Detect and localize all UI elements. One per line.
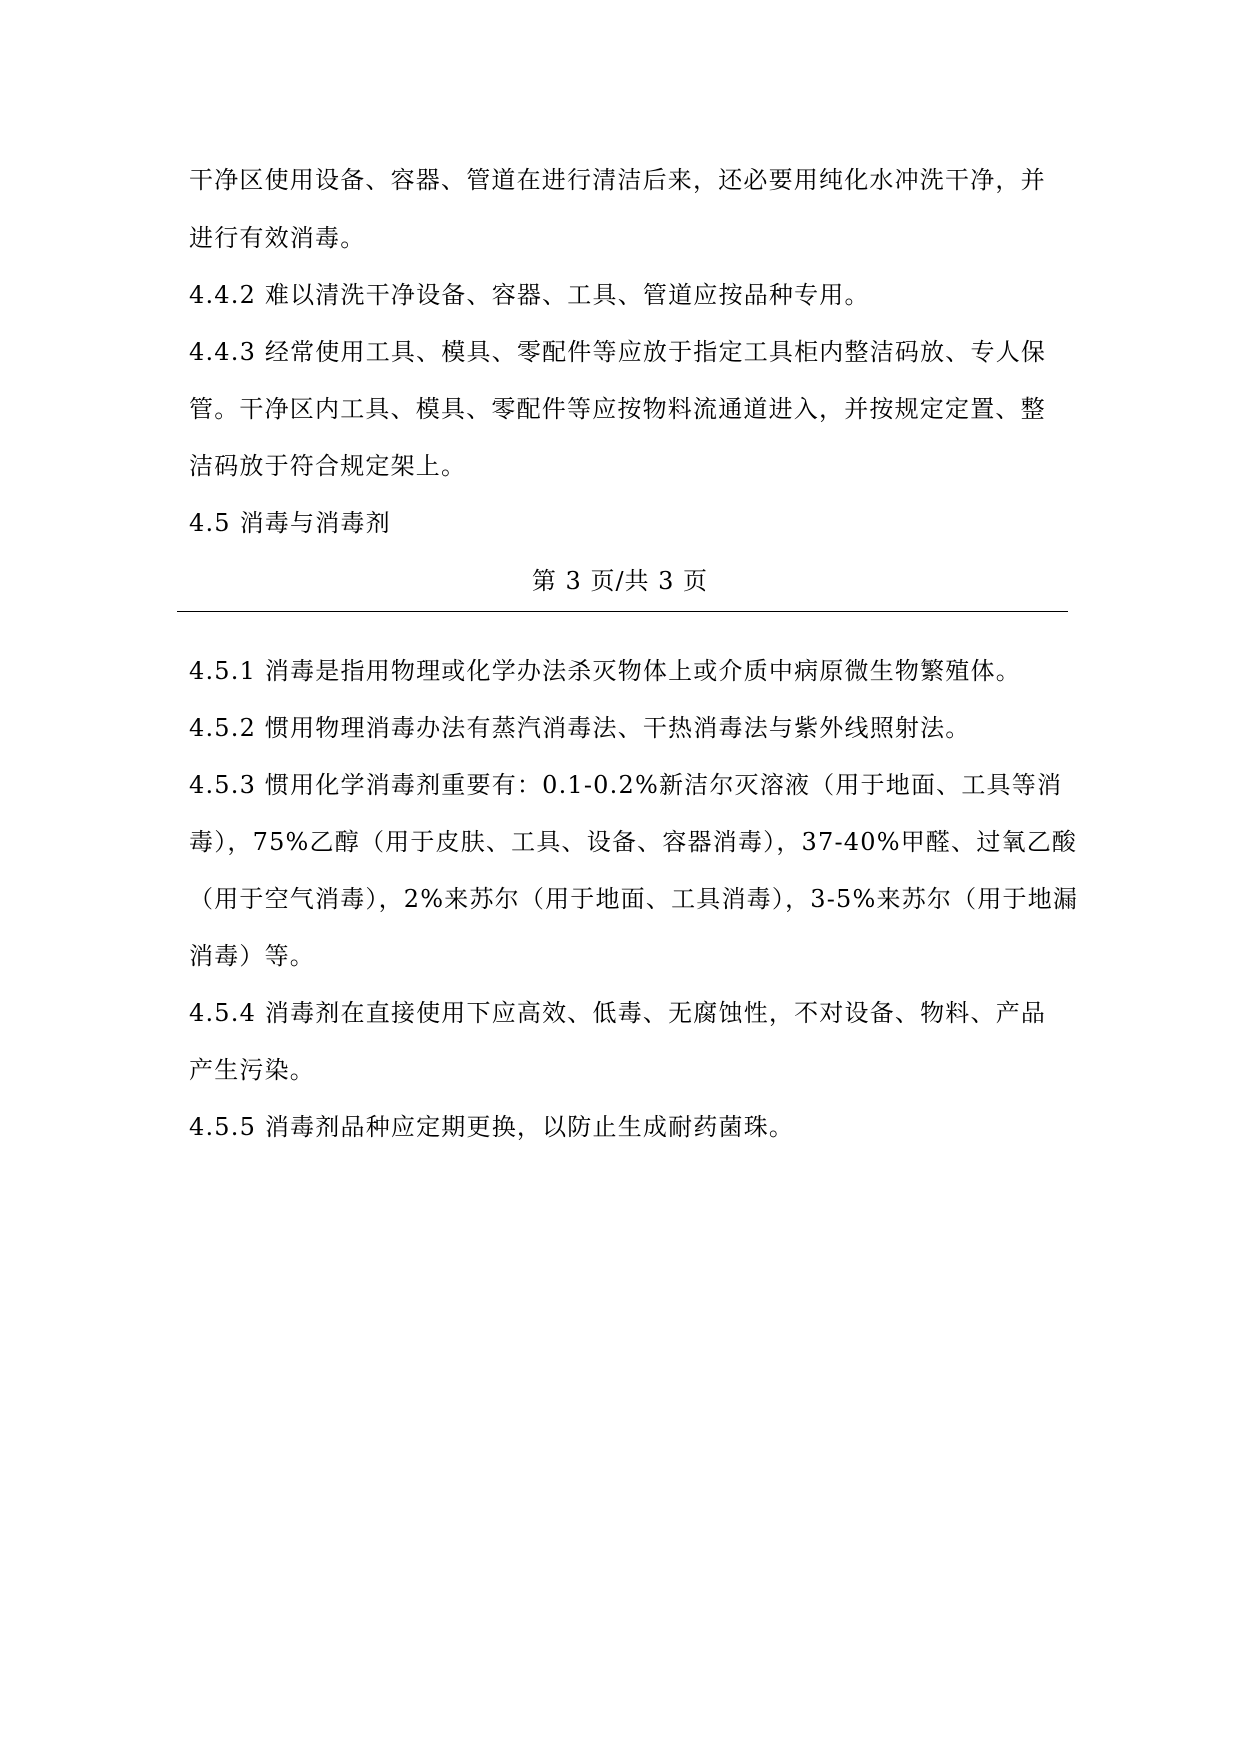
clause-4-5-1: 4.5.1 消毒是指用物理或化学办法杀灭物体上或介质中病原微生物繁殖体。 <box>189 657 1021 685</box>
clause-4-4-2: 4.4.2 难以清洗干净设备、容器、工具、管道应按品种专用。 <box>189 281 870 309</box>
text-line: 毒），75%乙醇（用于皮肤、工具、设备、容器消毒），37-40%甲醛、过氧乙酸 <box>189 828 1078 856</box>
text-line: 洁码放于符合规定架上。 <box>189 452 467 480</box>
clause-4-5-4: 4.5.4 消毒剂在直接使用下应高效、低毒、无腐蚀性，不对设备、物料、产品 <box>189 999 1047 1027</box>
text-line: （用于空气消毒），2%来苏尔（用于地面、工具消毒），3-5%来苏尔（用于地漏 <box>189 885 1079 913</box>
section-heading-4-5: 4.5 消毒与消毒剂 <box>189 509 391 537</box>
text-line: 干净区使用设备、容器、管道在进行清洁后来，还必要用纯化水冲洗干净，并 <box>189 166 1046 194</box>
clause-4-4-3: 4.4.3 经常使用工具、模具、零配件等应放于指定工具柜内整洁码放、专人保 <box>189 338 1047 366</box>
page-divider <box>177 611 1068 612</box>
text-line: 进行有效消毒。 <box>189 224 366 252</box>
clause-4-5-5: 4.5.5 消毒剂品种应定期更换，以防止生成耐药菌珠。 <box>189 1113 795 1141</box>
clause-4-5-2: 4.5.2 惯用物理消毒办法有蒸汽消毒法、干热消毒法与紫外线照射法。 <box>189 714 971 742</box>
text-line: 产生污染。 <box>189 1056 315 1084</box>
text-line: 管。干净区内工具、模具、零配件等应按物料流通道进入，并按规定定置、整 <box>189 395 1046 423</box>
text-line: 消毒）等。 <box>189 942 315 970</box>
clause-4-5-3: 4.5.3 惯用化学消毒剂重要有：0.1-0.2%新洁尔灭溶液（用于地面、工具等消 <box>189 771 1063 799</box>
page-number-footer: 第 3 页/共 3 页 <box>531 567 709 595</box>
